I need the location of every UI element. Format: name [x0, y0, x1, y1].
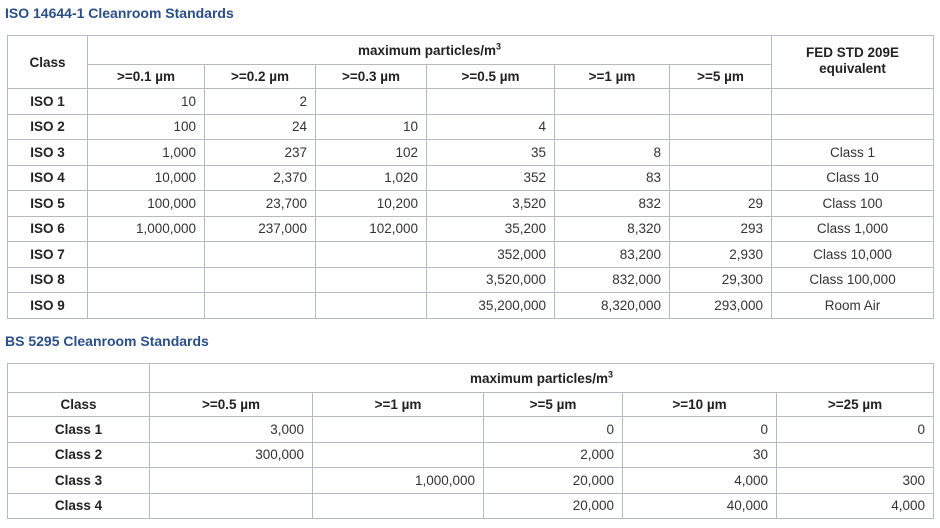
iso-value-cell — [316, 89, 427, 115]
bs-value-cell: 30 — [623, 442, 777, 468]
iso-value-cell: 1,000 — [88, 140, 205, 166]
iso-class-cell: ISO 8 — [8, 267, 88, 293]
iso-value-cell — [316, 242, 427, 268]
iso-column-header: >=5 µm — [670, 65, 772, 89]
bs-value-cell — [150, 468, 313, 494]
iso-value-cell: 832,000 — [555, 267, 670, 293]
iso-class-cell: ISO 1 — [8, 89, 88, 115]
iso-value-cell — [88, 293, 205, 319]
bs-value-cell: 300 — [777, 468, 934, 494]
iso-value-cell: 29 — [670, 191, 772, 217]
iso-value-cell: 3,520 — [427, 191, 555, 217]
bs-value-cell: 0 — [484, 417, 623, 443]
bs-value-cell — [313, 442, 484, 468]
iso-value-cell: 352 — [427, 165, 555, 191]
iso-value-cell: 237,000 — [205, 216, 316, 242]
table-row — [8, 468, 934, 494]
iso-class-cell: ISO 6 — [8, 216, 88, 242]
iso-value-cell: 3,520,000 — [427, 267, 555, 293]
bs-value-cell — [777, 442, 934, 468]
iso-value-cell: 100,000 — [88, 191, 205, 217]
iso-column-header: >=0.1 µm — [88, 65, 205, 89]
iso-value-cell: 35 — [427, 140, 555, 166]
bs-column-header: >=1 µm — [313, 393, 484, 417]
iso-value-cell: 102 — [316, 140, 427, 166]
iso-value-cell: 24 — [205, 114, 316, 140]
bs-column-header: >=5 µm — [484, 393, 623, 417]
table-row — [8, 216, 934, 242]
bs-value-cell: 0 — [777, 417, 934, 443]
iso-value-cell: 237 — [205, 140, 316, 166]
iso-fed-cell: Class 100 — [772, 191, 934, 217]
bs-value-cell — [313, 417, 484, 443]
bs-value-cell — [313, 493, 484, 519]
iso-column-header: >=1 µm — [555, 65, 670, 89]
table-row — [8, 89, 934, 115]
iso-value-cell: 2,930 — [670, 242, 772, 268]
iso-fed-cell: Class 100,000 — [772, 267, 934, 293]
iso-value-cell: 35,200,000 — [427, 293, 555, 319]
iso-fed-cell: Class 1 — [772, 140, 934, 166]
iso-value-cell: 10 — [88, 89, 205, 115]
iso-value-cell: 4 — [427, 114, 555, 140]
iso-class-cell: ISO 3 — [8, 140, 88, 166]
bs-value-cell: 300,000 — [150, 442, 313, 468]
bs-corner-cell — [8, 364, 150, 393]
table-row — [8, 293, 934, 319]
iso-value-cell: 2,370 — [205, 165, 316, 191]
bs-value-cell: 0 — [623, 417, 777, 443]
bs-value-cell: 20,000 — [484, 493, 623, 519]
iso-value-cell — [88, 242, 205, 268]
table-row — [8, 191, 934, 217]
iso-value-cell — [316, 293, 427, 319]
iso-class-cell: ISO 9 — [8, 293, 88, 319]
iso-value-cell — [205, 242, 316, 268]
iso-table-title: ISO 14644-1 Cleanroom Standards — [5, 5, 234, 21]
iso-fed-cell: Room Air — [772, 293, 934, 319]
iso-fed-cell: Class 1,000 — [772, 216, 934, 242]
iso-value-cell: 1,000,000 — [88, 216, 205, 242]
table-row — [8, 417, 934, 443]
bs-max-particles-header: maximum particles/$m^3$ — [150, 364, 934, 393]
iso-value-cell: 10,000 — [88, 165, 205, 191]
iso-value-cell: 8,320 — [555, 216, 670, 242]
iso-value-cell: 10 — [316, 114, 427, 140]
iso-fed-cell — [772, 89, 934, 115]
bs-column-header: >=0.5 µm — [150, 393, 313, 417]
iso-class-header: Class — [8, 36, 88, 89]
iso-class-cell: ISO 4 — [8, 165, 88, 191]
bs-standards-table — [7, 363, 934, 519]
iso-fed-header: FED STD 209E equivalent — [772, 36, 934, 89]
bs-value-cell — [150, 493, 313, 519]
iso-value-cell: 1,020 — [316, 165, 427, 191]
table-row — [8, 114, 934, 140]
iso-fed-cell: Class 10 — [772, 165, 934, 191]
iso-value-cell — [555, 114, 670, 140]
bs-table-title: BS 5295 Cleanroom Standards — [5, 333, 209, 349]
bs-class-cell: Class 1 — [8, 417, 150, 443]
table-row — [8, 165, 934, 191]
bs-class-cell: Class 4 — [8, 493, 150, 519]
bs-value-cell: 1,000,000 — [313, 468, 484, 494]
bs-class-cell: Class 3 — [8, 468, 150, 494]
table-row — [8, 140, 934, 166]
iso-value-cell: 2 — [205, 89, 316, 115]
iso-value-cell: 23,700 — [205, 191, 316, 217]
iso-value-cell: 352,000 — [427, 242, 555, 268]
iso-standards-table — [7, 35, 934, 319]
table-row — [8, 267, 934, 293]
iso-value-cell — [670, 89, 772, 115]
iso-value-cell: 293 — [670, 216, 772, 242]
iso-value-cell — [316, 267, 427, 293]
iso-value-cell: 29,300 — [670, 267, 772, 293]
bs-class-header: Class — [8, 393, 150, 417]
iso-value-cell: 83 — [555, 165, 670, 191]
bs-value-cell: 2,000 — [484, 442, 623, 468]
iso-value-cell — [670, 114, 772, 140]
bs-value-cell: 4,000 — [623, 468, 777, 494]
iso-class-cell: ISO 5 — [8, 191, 88, 217]
iso-column-header: >=0.2 µm — [205, 65, 316, 89]
iso-value-cell — [88, 267, 205, 293]
bs-value-cell: 40,000 — [623, 493, 777, 519]
iso-value-cell — [205, 267, 316, 293]
bs-column-header: >=25 µm — [777, 393, 934, 417]
iso-class-cell: ISO 2 — [8, 114, 88, 140]
iso-value-cell: 10,200 — [316, 191, 427, 217]
iso-value-cell: 8,320,000 — [555, 293, 670, 319]
iso-value-cell: 102,000 — [316, 216, 427, 242]
bs-column-header: >=10 µm — [623, 393, 777, 417]
iso-value-cell: 8 — [555, 140, 670, 166]
bs-value-cell: 20,000 — [484, 468, 623, 494]
bs-value-cell: 4,000 — [777, 493, 934, 519]
iso-value-cell: 293,000 — [670, 293, 772, 319]
table-row — [8, 493, 934, 519]
bs-class-cell: Class 2 — [8, 442, 150, 468]
iso-fed-cell: Class 10,000 — [772, 242, 934, 268]
iso-value-cell — [670, 140, 772, 166]
iso-max-particles-header: maximum particles/$m^3$ — [88, 36, 772, 65]
table-row — [8, 242, 934, 268]
iso-fed-cell — [772, 114, 934, 140]
iso-column-header: >=0.3 µm — [316, 65, 427, 89]
iso-value-cell — [670, 165, 772, 191]
iso-value-cell: 83,200 — [555, 242, 670, 268]
iso-value-cell — [555, 89, 670, 115]
iso-value-cell: 35,200 — [427, 216, 555, 242]
iso-class-cell: ISO 7 — [8, 242, 88, 268]
iso-value-cell — [205, 293, 316, 319]
iso-column-header: >=0.5 µm — [427, 65, 555, 89]
table-row — [8, 442, 934, 468]
iso-value-cell: 100 — [88, 114, 205, 140]
bs-value-cell: 3,000 — [150, 417, 313, 443]
iso-value-cell: 832 — [555, 191, 670, 217]
iso-value-cell — [427, 89, 555, 115]
